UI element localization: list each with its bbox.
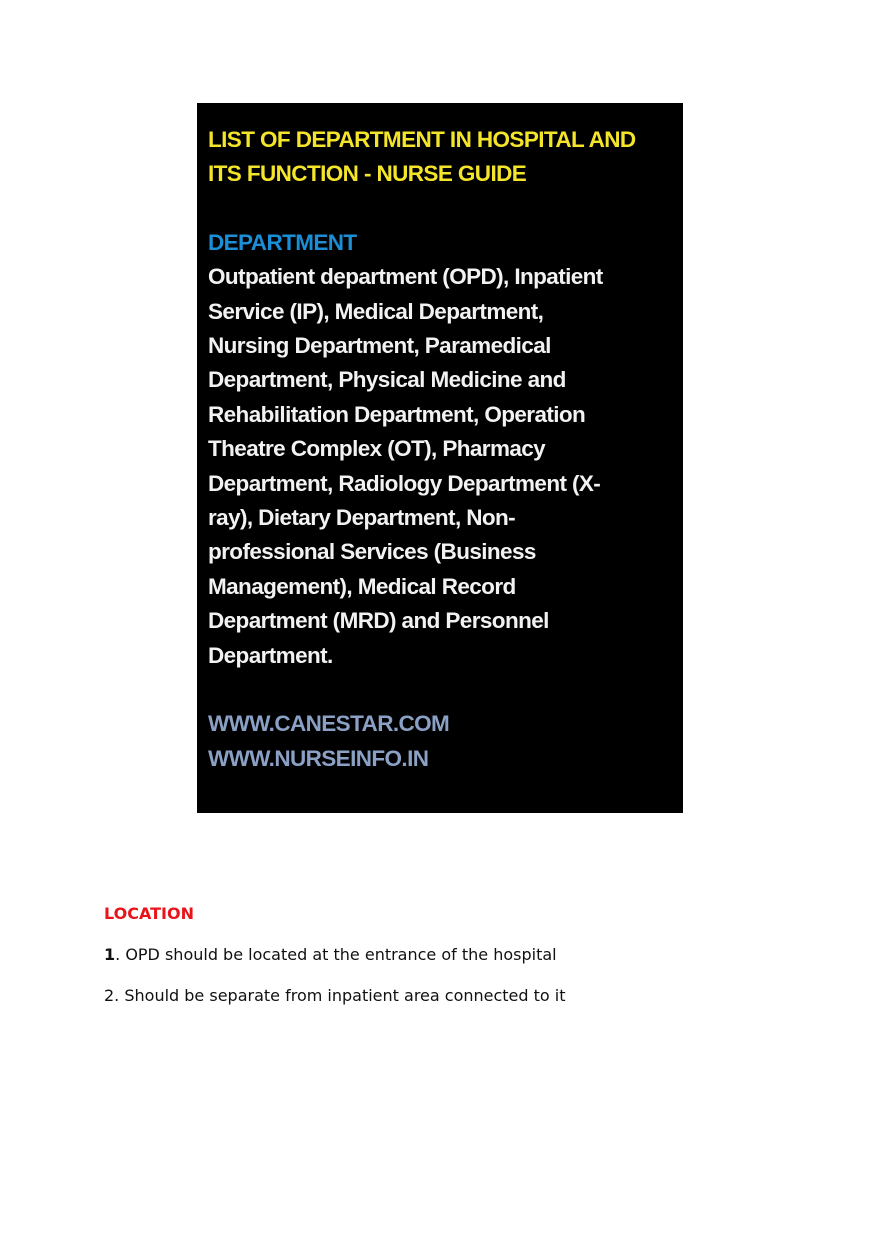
location-point-text: . OPD should be located at the entrance of the hospital <box>115 945 557 964</box>
location-point-2 <box>104 985 566 1007</box>
poster-department-heading: DEPARTMENT <box>208 229 357 255</box>
poster-department-line: Nursing Department, Paramedical <box>208 333 551 359</box>
poster-department-line: Service (IP), Medical Department, <box>208 298 544 324</box>
poster-department-list <box>208 260 671 673</box>
location-point-number: 1 <box>104 945 116 964</box>
poster-department-line: Department (MRD) and Personnel <box>208 608 549 634</box>
poster-department-line: Department, Radiology Department (X- <box>208 470 601 496</box>
location-point-1 <box>104 944 557 966</box>
poster-website-link: WWW.NURSEINFO.IN <box>208 745 429 771</box>
location-heading: LOCATION <box>104 904 194 923</box>
poster-department-line: Theatre Complex (OT), Pharmacy <box>208 436 546 462</box>
poster-department-line: ray), Dietary Department, Non- <box>208 505 516 531</box>
location-point-text: 2. Should be separate from inpatient area connected to it <box>104 986 566 1005</box>
poster-department-line: Department, Physical Medicine and <box>208 367 566 393</box>
poster-title <box>208 123 671 192</box>
poster-website-links <box>208 707 671 776</box>
poster-department-line: professional Services (Business <box>208 539 536 565</box>
poster-department-line: Outpatient department (OPD), Inpatient <box>208 264 603 290</box>
poster-title-line: LIST OF DEPARTMENT IN HOSPITAL AND <box>208 127 636 152</box>
poster-department-line: Department. <box>208 642 333 668</box>
poster-department-line: Management), Medical Record <box>208 573 516 599</box>
poster-website-link: WWW.CANESTAR.COM <box>208 711 450 737</box>
poster-title-line: ITS FUNCTION - NURSE GUIDE <box>208 161 527 187</box>
department-poster-image <box>197 103 683 813</box>
poster-department-line: Rehabilitation Department, Operation <box>208 401 586 427</box>
